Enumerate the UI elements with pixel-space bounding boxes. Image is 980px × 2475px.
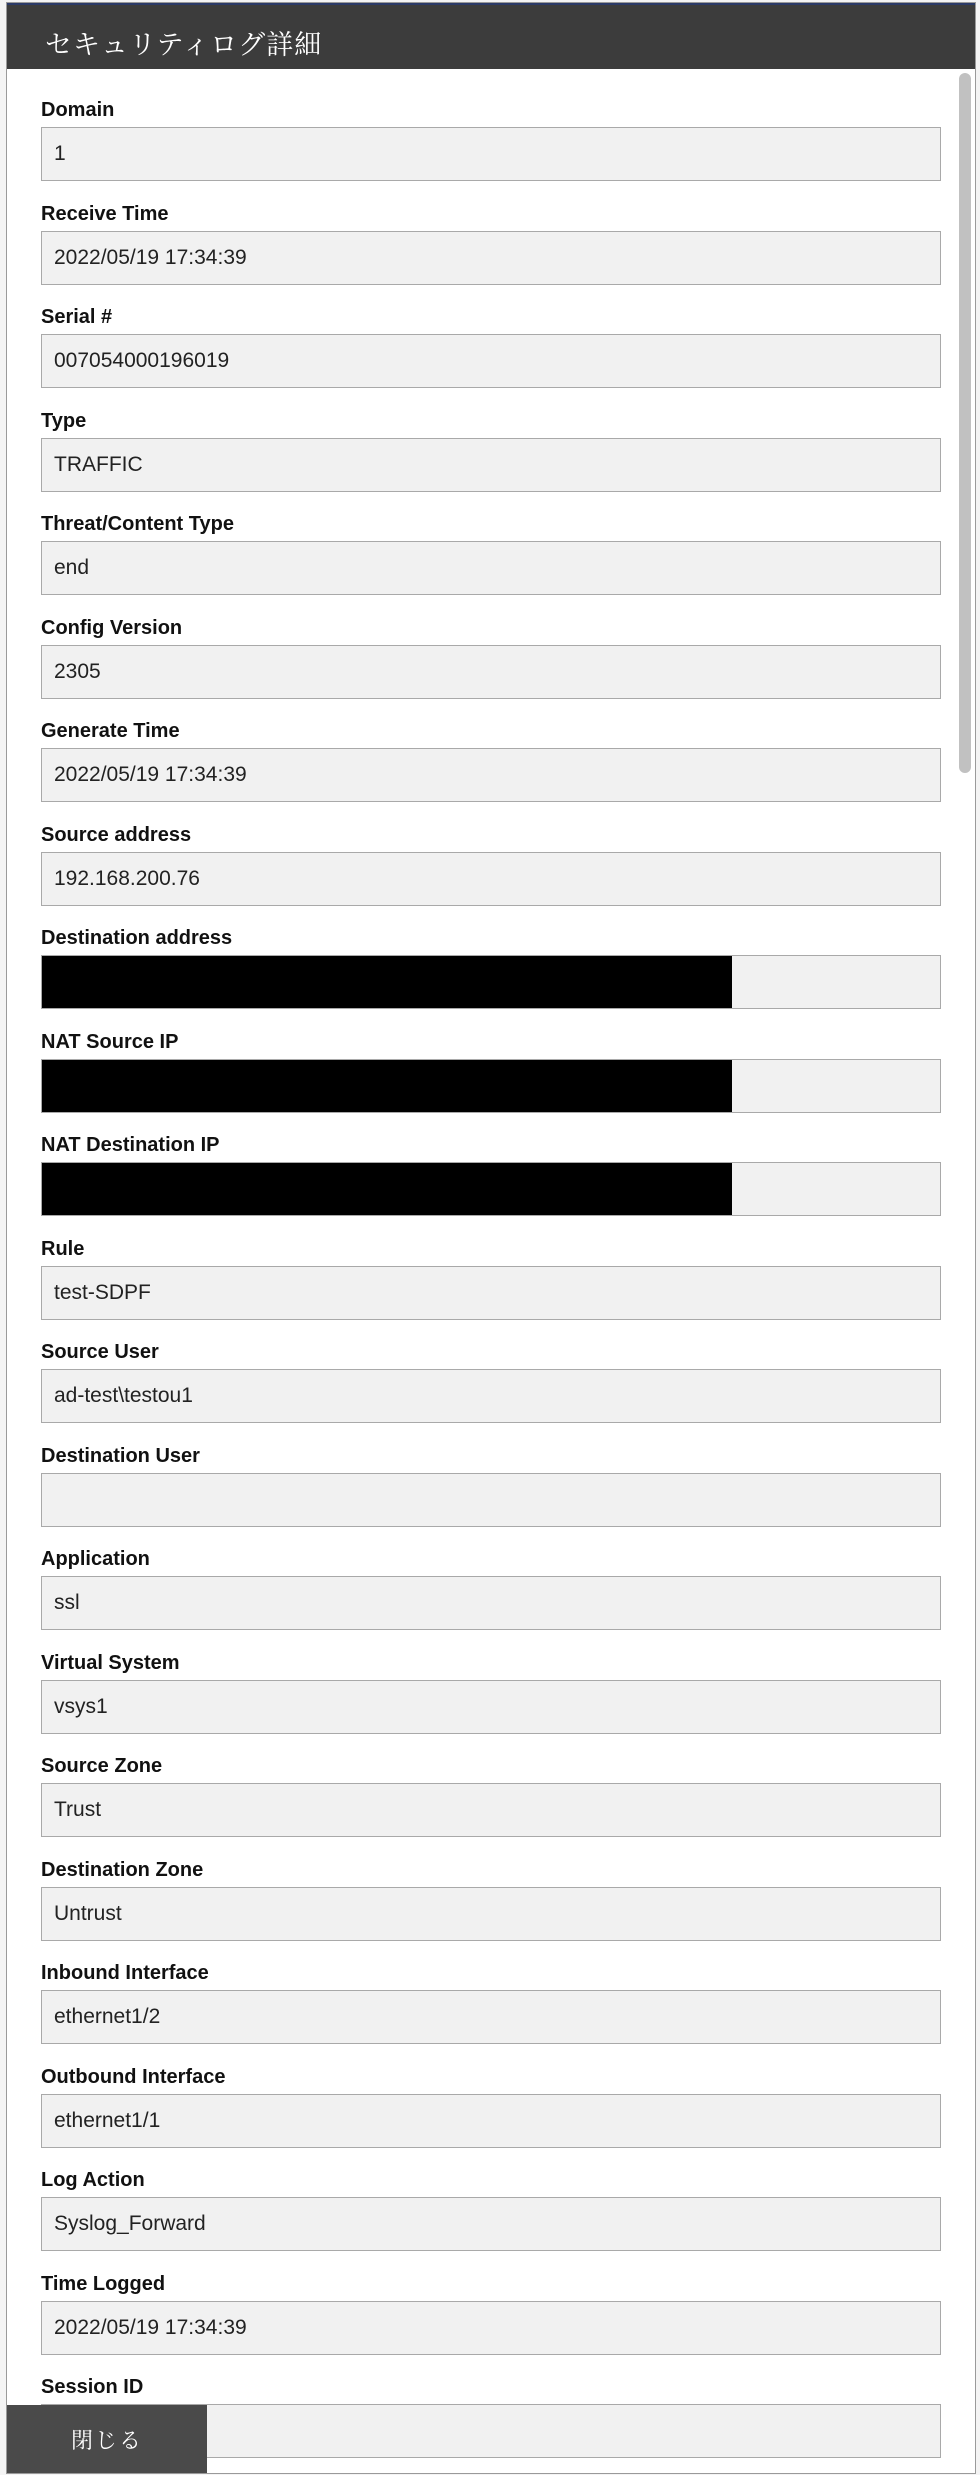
log-field [35, 617, 943, 721]
security-log-detail-dialog [6, 2, 976, 2474]
field-value[interactable]: Untrust [41, 1887, 941, 1941]
field-label: NAT Destination IP [41, 1134, 220, 1156]
log-field [35, 1548, 943, 1652]
field-label: NAT Source IP [41, 1030, 179, 1053]
field-value-redacted[interactable] [41, 955, 941, 1009]
dialog-title: セキュリティログ詳細 [45, 30, 323, 61]
field-label: Virtual System [41, 1651, 180, 1674]
log-field [35, 2169, 943, 2273]
field-value[interactable]: 2022/05/19 17:34:39 [41, 2301, 941, 2355]
field-label: Outbound Interface [41, 2065, 226, 2088]
log-field [35, 513, 943, 617]
log-field [35, 1652, 943, 1756]
field-label: Inbound Interface [41, 1962, 209, 1984]
field-label: Session ID [41, 2376, 144, 2398]
field-value[interactable] [41, 1473, 941, 1527]
field-label: Generate Time [41, 720, 180, 742]
field-label: Destination User [41, 1444, 200, 1467]
field-value-redacted[interactable] [41, 1059, 941, 1113]
field-value[interactable]: end [41, 541, 941, 595]
log-field [35, 306, 943, 410]
field-label: Destination Zone [41, 1858, 204, 1881]
field-value[interactable]: TRAFFIC [41, 438, 941, 492]
field-label: Application [41, 1548, 150, 1570]
log-field [35, 1341, 943, 1445]
field-value[interactable]: test-SDPF [41, 1266, 941, 1320]
field-label: Receive Time [41, 202, 169, 225]
field-value[interactable]: 2022/05/19 17:34:39 [41, 748, 941, 802]
log-field [35, 720, 943, 824]
close-button[interactable]: 閉じる [7, 2405, 207, 2473]
field-label: Destination address [41, 927, 233, 949]
log-field [35, 2273, 943, 2377]
field-label: Domain [41, 99, 115, 121]
log-field [35, 1859, 943, 1963]
field-list [35, 99, 943, 2473]
field-value[interactable]: 2305 [41, 645, 941, 699]
field-label: Source address [41, 823, 192, 846]
field-label: Serial # [41, 306, 113, 328]
field-value[interactable]: ethernet1/2 [41, 1990, 941, 2044]
log-field [35, 824, 943, 928]
field-value[interactable]: ssl [41, 1576, 941, 1630]
log-field [35, 1134, 943, 1238]
log-field [35, 1031, 943, 1135]
log-field [35, 203, 943, 307]
field-value[interactable]: 007054000196019 [41, 334, 941, 388]
field-label: Time Logged [41, 2272, 166, 2295]
field-value[interactable]: 1 [41, 127, 941, 181]
field-value[interactable]: 2022/05/19 17:34:39 [41, 231, 941, 285]
field-label: Type [41, 409, 87, 432]
log-field [35, 1962, 943, 2066]
field-label: Source User [41, 1341, 159, 1363]
field-value[interactable]: Syslog_Forward [41, 2197, 941, 2251]
log-field [35, 2066, 943, 2170]
log-field [35, 927, 943, 1031]
field-label: Source Zone [41, 1755, 163, 1777]
log-field [35, 1238, 943, 1342]
log-field [35, 1755, 943, 1859]
scrollbar-thumb[interactable] [959, 73, 971, 773]
field-value-redacted[interactable] [41, 1162, 941, 1216]
log-field [35, 99, 943, 203]
field-label: Log Action [41, 2169, 145, 2191]
dialog-header [7, 3, 975, 69]
field-value[interactable]: ad-test\testou1 [41, 1369, 941, 1423]
field-value[interactable]: ethernet1/1 [41, 2094, 941, 2148]
field-label: Config Version [41, 616, 183, 639]
field-value[interactable]: Trust [41, 1783, 941, 1837]
field-label: Threat/Content Type [41, 513, 234, 535]
log-field [35, 410, 943, 514]
field-label: Rule [41, 1237, 85, 1260]
field-value[interactable]: vsys1 [41, 1680, 941, 1734]
dialog-body[interactable] [7, 69, 975, 2473]
log-field [35, 1445, 943, 1549]
field-value[interactable]: 192.168.200.76 [41, 852, 941, 906]
